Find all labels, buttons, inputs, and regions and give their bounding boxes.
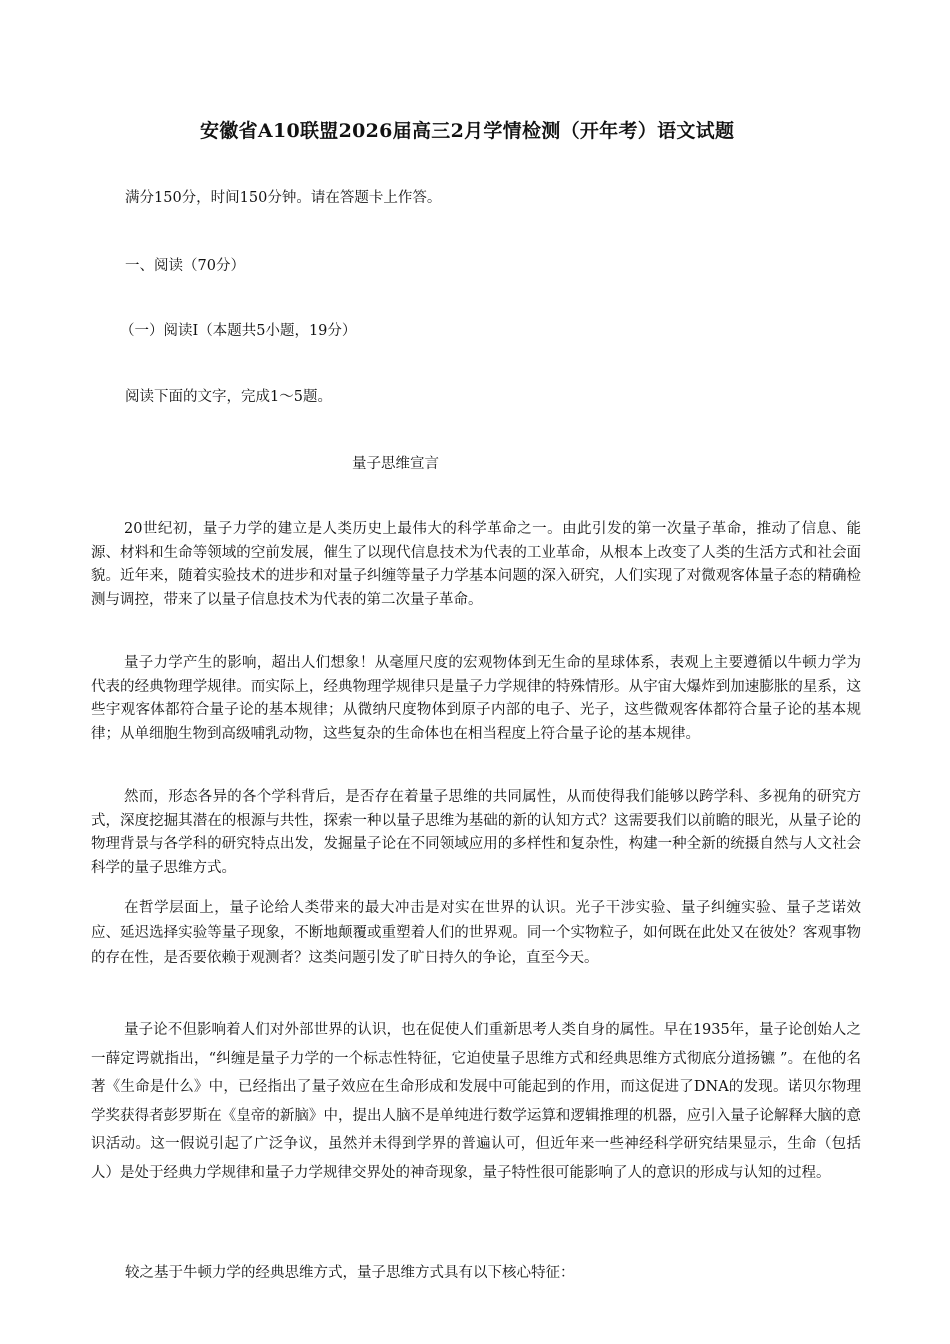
article-paragraph: 较之基于牛顿力学的经典思维方式，量子思维方式具有以下核心特征： [125,1265,575,1281]
article-paragraph: 量子力学产生的影响，超出人们想象！从毫厘尺度的宏观物体到无生命的星球体系，表观上主要遵循以牛顿力学为代表的经典物理学规律。而实际上，经典物理学规律只是量子力学规律的特殊情形。从宇宙大爆炸到加速膨胀的星系，这些宇观客体都符合量子论的基本规律；从微纳尺度物体到原子内部的电子、光子，这些微观客体都符合量子论的基本规律；从单细胞生物到高级哺乳动物，这些复杂的生命体也在相当程度上符合量子论的基本规律。 [91,655,861,742]
article-paragraph: 在哲学层面上，量子论给人类带来的最大冲击是对实在世界的认识。光子干涉实验、量子纠缠实验、量子芝诺效应、延迟选择实验等量子现象，不断地颠覆或重塑着人们的世界观。同一个实物粒子，如何既在此处又在彼处？客观事物的存在性，是否要依赖于观测者？这类问题引发了旷日持久的争论，直至今天。 [91,900,861,966]
subsection-heading: （一）阅读Ⅰ（本题共5小题，19分） [120,323,357,339]
exam-title: 安徽省A10联盟2026届高三2月学情检测（开年考）语文试题 [200,120,735,142]
reading-prompt: 阅读下面的文字，完成1～5题。 [125,389,332,405]
section-heading: 一、阅读（70分） [125,258,245,274]
exam-instructions: 满分150分，时间150分钟。请在答题卡上作答。 [125,190,442,206]
article-paragraph: 20世纪初，量子力学的建立是人类历史上最伟大的科学革命之一。由此引发的第一次量子革命，推动了信息、能源、材料和生命等领域的空前发展，催生了以现代信息技术为代表的工业革命，从根本上改变了人类的生活方式和社会面貌。近年来，随着实验技术的进步和对量子纠缠等量子力学基本问题的深入研究，人们实现了对微观客体量子态的精确检测与调控，带来了以量子信息技术为代表的第二次量子革命。 [91,521,861,608]
article-paragraph: 然而，形态各异的各个学科背后，是否存在着量子思维的共同属性，从而使得我们能够以跨学科、多视角的研究方式，深度挖掘其潜在的根源与共性，探索一种以量子思维为基础的新的认知方式？这需要我们以前瞻的眼光，从量子论的物理背景与各学科的研究特点出发，发掘量子论在不同领域应用的多样性和复杂性，构建一种全新的统摄自然与人文社会科学的量子思维方式。 [91,789,861,876]
article-title: 量子思维宣言 [352,456,439,472]
article-paragraph: 量子论不但影响着人们对外部世界的认识，也在促使人们重新思考人类自身的属性。早在1935年，量子论创始人之一薛定谔就指出，“纠缠是量子力学的一个标志性特征，它迫使量子思维方式和经典思维方式彻底分道扬镳 ”。在他的名著《生命是什么》中，已经指出了量子效应在生命形成和发展中可能起到的作用，而这促进了DNA的发现。诺贝尔物理学奖获得者彭罗斯在《皇帝的新脑》中，提出人脑不是单纯进行数学运算和逻辑推理的机器，应引入量子论解释大脑的意识活动。这一假说引起了广泛争议，虽然并未得到学界的普遍认可，但近年来一些神经科学研究结果显示，生命（包括人）是处于经典力学规律和量子力学规律交界处的神奇现象，量子特性很可能影响了人的意识的形成与认知的过程。 [91,1022,861,1181]
